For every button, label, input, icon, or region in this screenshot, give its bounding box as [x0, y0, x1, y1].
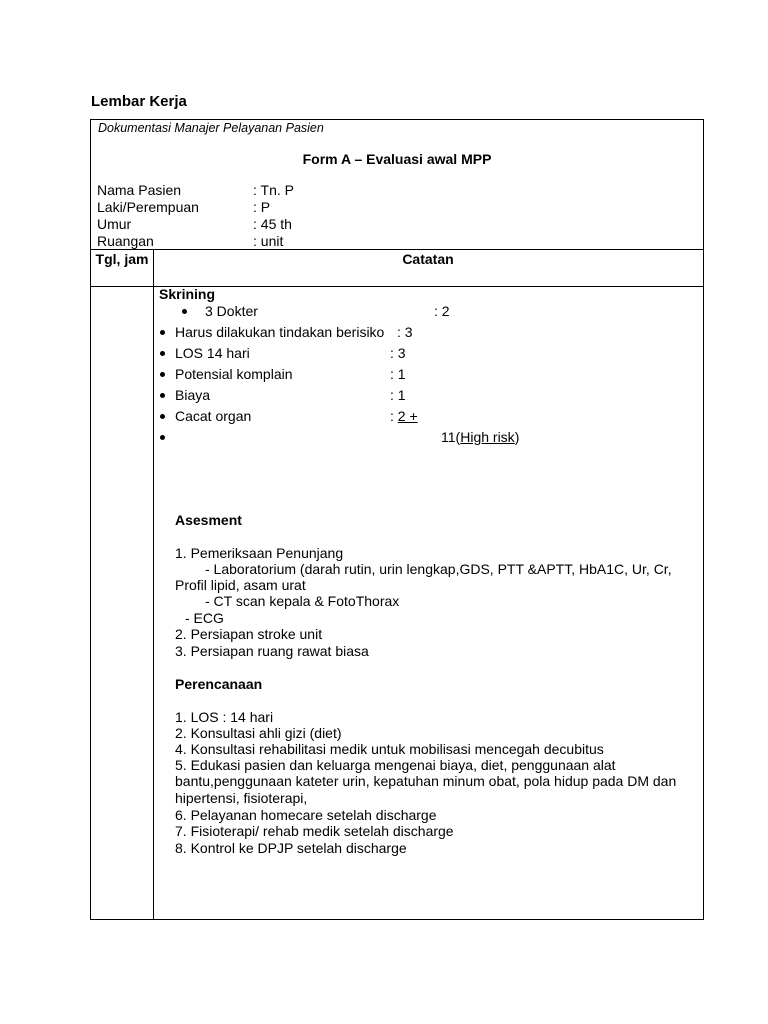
- patient-sex-label: Laki/Perempuan: [97, 199, 199, 215]
- asesment-line: - ECG: [185, 610, 224, 626]
- patient-room-value: : unit: [253, 233, 284, 249]
- page-title: Lembar Kerja: [91, 93, 187, 110]
- patient-room-label: Ruangan: [97, 233, 154, 249]
- bullet-icon: [160, 393, 165, 398]
- skrining-item-value: : 3: [390, 345, 406, 361]
- patient-name-label: Nama Pasien: [97, 182, 182, 198]
- perencanaan-line: 5. Edukasi pasien dan keluarga mengenai biaya, diet, penggunaan alat: [175, 757, 616, 773]
- skrining-item-value: : 1: [390, 366, 406, 382]
- perencanaan-line: 8. Kontrol ke DPJP setelah discharge: [175, 840, 407, 856]
- column-header-tgl: Tgl, jam: [95, 251, 149, 267]
- bullet-icon: [182, 309, 187, 314]
- bullet-icon: [160, 414, 165, 419]
- skrining-item-label: Harus dilakukan tindakan berisiko: [175, 324, 385, 340]
- bullet-icon: [160, 351, 165, 356]
- asesment-line: - Laboratorium (darah rutin, urin lengkap,GDS, PTT &APTT, HbA1C, Ur, Cr,: [205, 561, 672, 577]
- perencanaan-line: bantu,penggunaan kateter urin, kepatuhan minum obat, pola hidup pada DM dan: [175, 773, 677, 789]
- skrining-item-label: 3 Dokter: [205, 303, 258, 319]
- skrining-item-label: LOS 14 hari: [175, 345, 250, 361]
- header-top-rule: [91, 249, 703, 250]
- form-frame: [90, 119, 704, 920]
- perencanaan-heading: Perencanaan: [175, 676, 263, 692]
- column-header-catatan: Catatan: [402, 251, 454, 267]
- form-title: Form A – Evaluasi awal MPP: [302, 151, 492, 167]
- patient-name-value: : Tn. P: [253, 182, 294, 198]
- risk-level: High risk: [460, 429, 515, 445]
- skrining-item-value: : 1: [390, 387, 406, 403]
- skrining-item-value: : 2 +: [390, 408, 418, 424]
- asesment-line: 3. Persiapan ruang rawat biasa: [175, 643, 369, 659]
- perencanaan-line: 6. Pelayanan homecare setelah discharge: [175, 807, 437, 823]
- patient-sex-value: : P: [253, 199, 271, 215]
- perencanaan-line: hipertensi, fisioterapi,: [175, 790, 308, 806]
- patient-age-value: : 45 th: [253, 216, 292, 232]
- asesment-line: Profil lipid, asam urat: [175, 577, 306, 593]
- asesment-line: 1. Pemeriksaan Penunjang: [175, 545, 344, 561]
- bullet-icon: [160, 372, 165, 377]
- skrining-heading: Skrining: [159, 286, 216, 302]
- document-subtitle: Dokumentasi Manajer Pelayanan Pasien: [98, 121, 324, 135]
- asesment-line: - CT scan kepala & FotoThorax: [205, 593, 400, 609]
- skrining-item-label: Cacat organ: [175, 408, 252, 424]
- skrining-item-label: Biaya: [175, 387, 211, 403]
- skrining-item-value: : 3: [397, 324, 413, 340]
- skrining-total: 11(High risk): [441, 429, 520, 445]
- bullet-icon: [160, 435, 165, 440]
- skrining-item-label: Potensial komplain: [175, 366, 293, 382]
- asesment-heading: Asesment: [175, 512, 242, 528]
- perencanaan-line: 1. LOS : 14 hari: [175, 709, 274, 725]
- asesment-line: 2. Persiapan stroke unit: [175, 626, 323, 642]
- perencanaan-line: 7. Fisioterapi/ rehab medik setelah discharge: [175, 823, 454, 839]
- perencanaan-line: 4. Konsultasi rehabilitasi medik untuk mobilisasi mencegah decubitus: [175, 741, 604, 757]
- perencanaan-line: 2. Konsultasi ahli gizi (diet): [175, 725, 342, 741]
- bullet-icon: [160, 330, 165, 335]
- column-divider: [153, 250, 154, 920]
- skrining-item-value: : 2: [434, 303, 450, 319]
- patient-age-label: Umur: [97, 216, 132, 232]
